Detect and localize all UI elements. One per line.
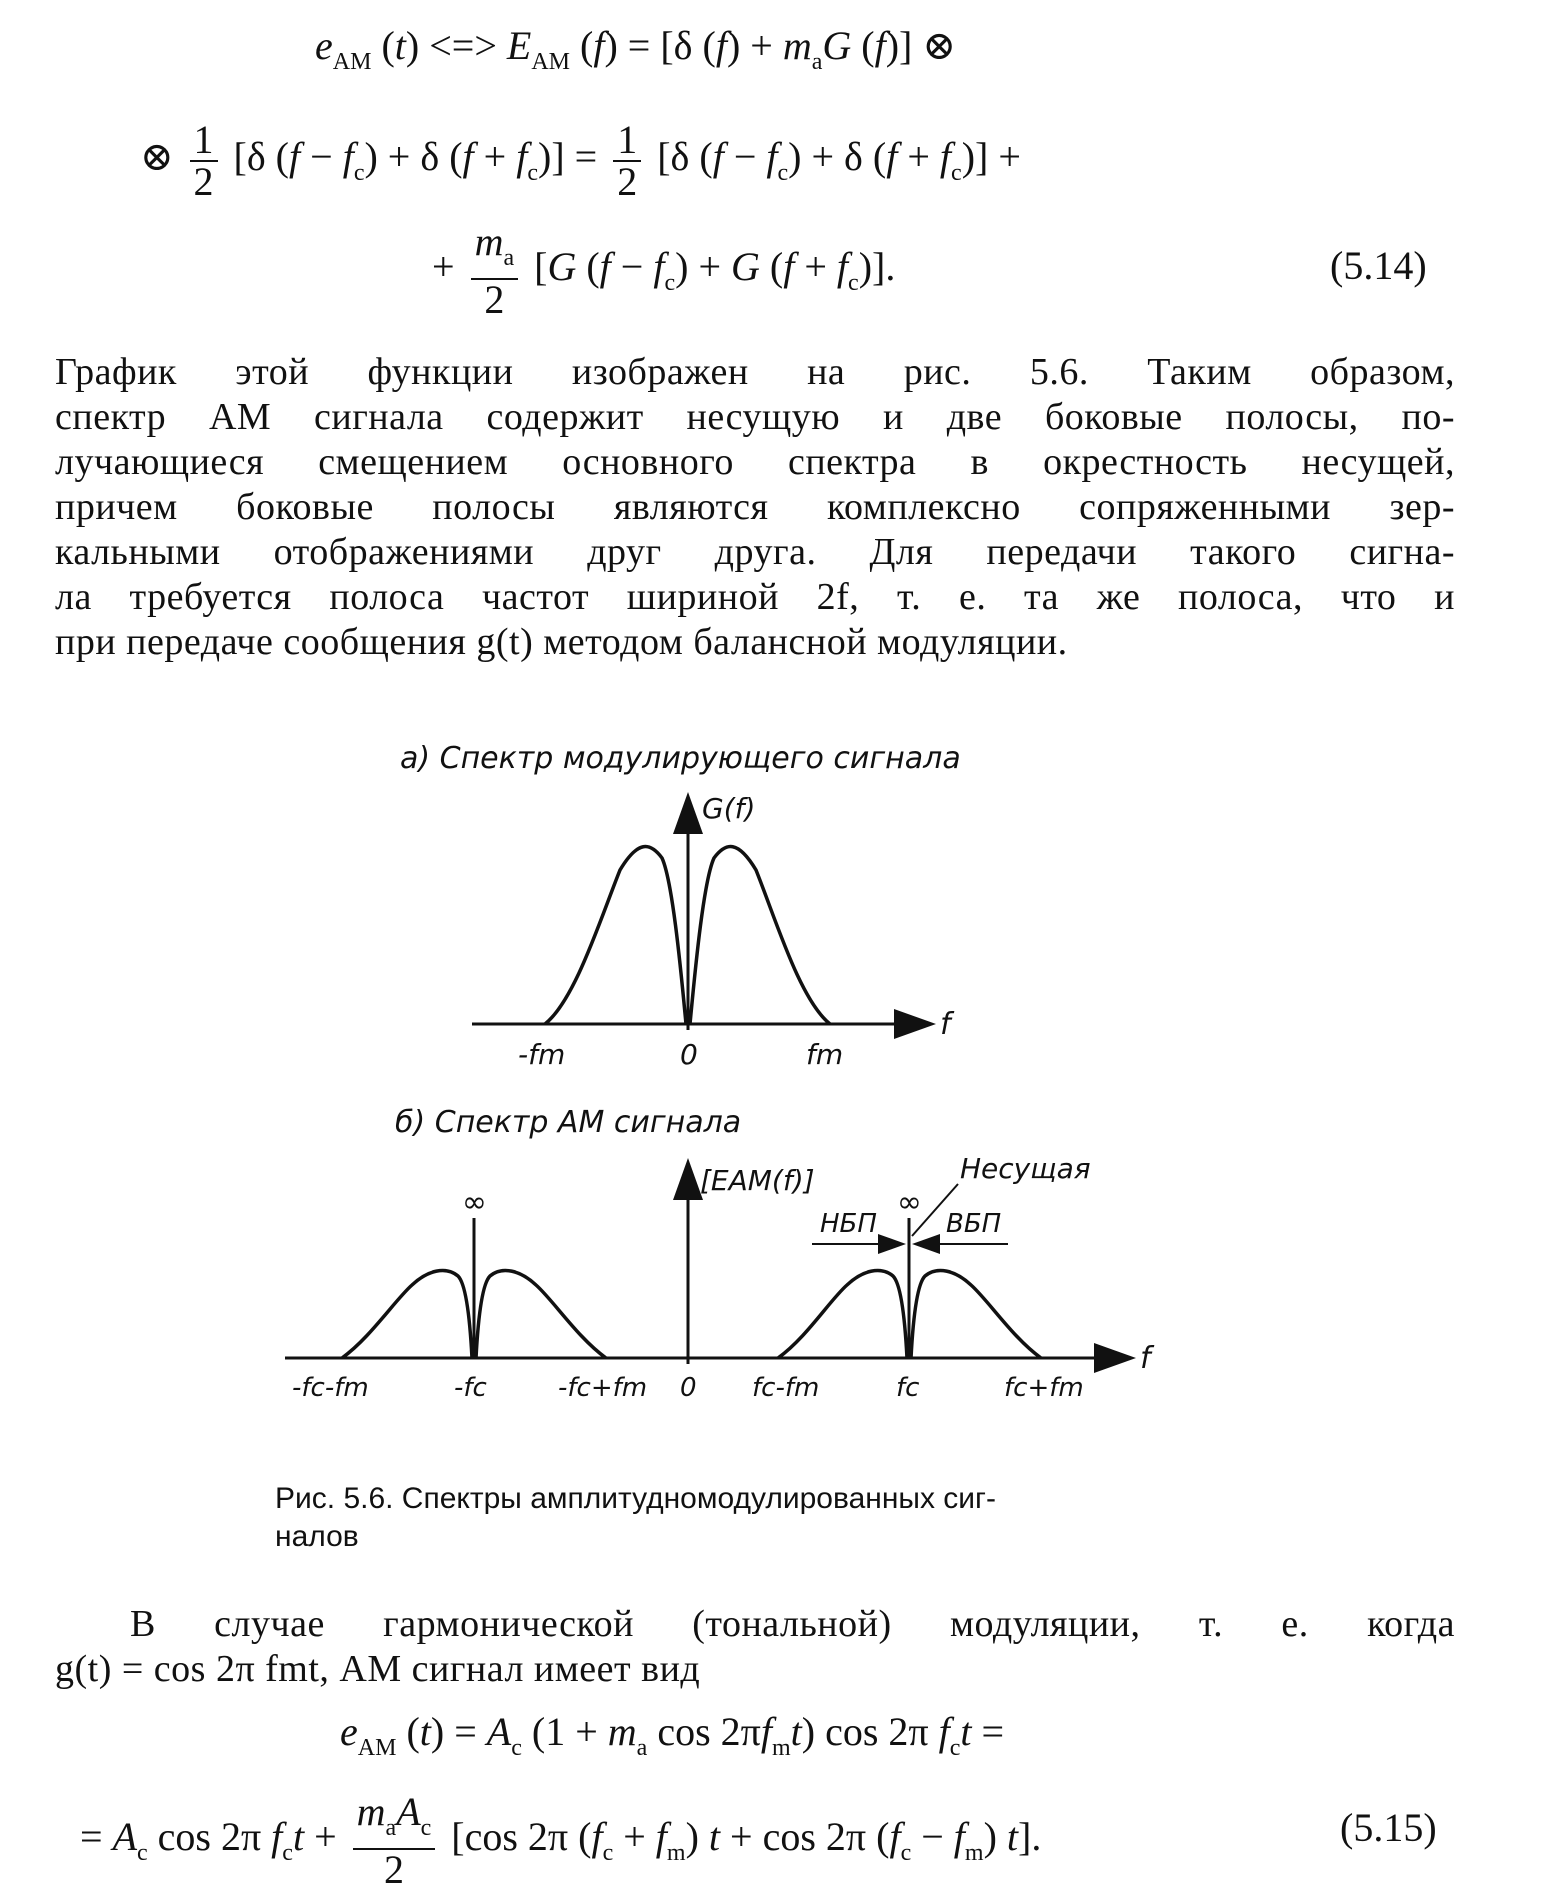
panel-b-left-infinity: ∞ [462, 1185, 487, 1220]
caption-line: Рис. 5.6. Спектры амплитудномодулированных сиг- [275, 1482, 996, 1515]
panel-a-tick: 0 [680, 1038, 698, 1071]
panel-b-x-label: f [1140, 1341, 1151, 1376]
paragraph-1-line: лучающиеся смещением основного спектра в окрестность несущей, [55, 441, 1455, 483]
figure-caption [275, 1480, 1155, 1556]
equation-5-14-line3: + $\frac{m_a}{2}$ [G $(f - f_c) + G$ $(f + f_c)$]. [432, 219, 896, 322]
panel-a-y-label: G(f) [702, 792, 756, 825]
panel-a-x-label: f [940, 1007, 951, 1042]
equation-5-15-line1: $e_{AM}$ $(t) = A_c$ ($1 + m_a$ $\cos 2\pi f_mt$) cos 2π $f_ct$ = [340, 1709, 1005, 1761]
paragraph-2-line: В случае гармонической (тональной) модуляции, т. е. когда [130, 1603, 1455, 1645]
panel-b-tick: fc+fm [1004, 1373, 1084, 1403]
panel-b-tick: -fc [454, 1373, 487, 1403]
panel-b-lsb-label: НБП [820, 1209, 877, 1239]
paragraph-1-line: ла требуется полоса частот шириной 2f, т. е. та же полоса, что и [55, 576, 1455, 618]
paragraph-1-line: кальными отображениями друг друга. Для передачи такого сигна- [55, 531, 1455, 573]
paragraph-2-line: g(t) = cos 2π fmt, АМ сигнал имеет вид [55, 1648, 701, 1690]
panel-a-tick: -fm [518, 1038, 566, 1071]
panel-b-title: б) Спектр АМ сигнала [395, 1105, 742, 1140]
panel-b-y-label: [EAM(f)] [700, 1164, 815, 1197]
panel-b-right-infinity: ∞ [897, 1185, 922, 1220]
panel-b-tick: fc [896, 1373, 920, 1403]
panel-b-tick: 0 [680, 1373, 697, 1403]
panel-b-usb-label: ВБП [946, 1209, 1002, 1239]
paragraph-2 [55, 1602, 1455, 1692]
paragraph-1-line: причем боковые полосы являются комплексно сопряженными зер- [55, 486, 1455, 528]
equation-5-14-line2: ⊗ $\frac{1}{2}$ [δ $(f - f_c) + \delta$ $(f + f_c)$] = $\frac{1}{2}$ [δ $(f - f_c) + \delta$ $(f + f_c)$] + [140, 117, 1021, 204]
panel-b-tick: -fc-fm [292, 1373, 369, 1403]
panel-b-tick: -fc+fm [558, 1373, 648, 1403]
equation-5-14-line1: $e_{AM}$ (t) <=> $E_{AM}$ (f) = [δ $(f) + m_aG$ (f)] ⊗ [315, 23, 956, 75]
equation-5-15-line2: = $A_c$ cos 2π $f_ct$ + $\frac{m_aA_c}{2}$ [cos 2π $(f_c + f_m) t + \cos 2\pi$ $(f_c - f_m)$ t]. [80, 1789, 1042, 1892]
panel-b-carrier-label: Несущая [960, 1152, 1091, 1185]
equation-number-5-14: (5.14) [1330, 243, 1427, 288]
panel-a-title: а) Спектр модулирующего сигнала [400, 741, 961, 776]
panel-a-tick: fm [806, 1038, 844, 1071]
caption-line: налов [275, 1520, 359, 1553]
paragraph-1-line: График этой функции изображен на рис. 5.6. Таким образом, [55, 351, 1455, 393]
equation-number-5-15: (5.15) [1340, 1805, 1437, 1850]
paragraph-1-line: спектр АМ сигнала содержит несущую и две боковые полосы, по- [55, 396, 1455, 438]
paragraph-1-line: при передаче сообщения g(t) методом балансной модуляции. [55, 621, 1068, 663]
panel-b-tick: fc-fm [752, 1373, 820, 1403]
